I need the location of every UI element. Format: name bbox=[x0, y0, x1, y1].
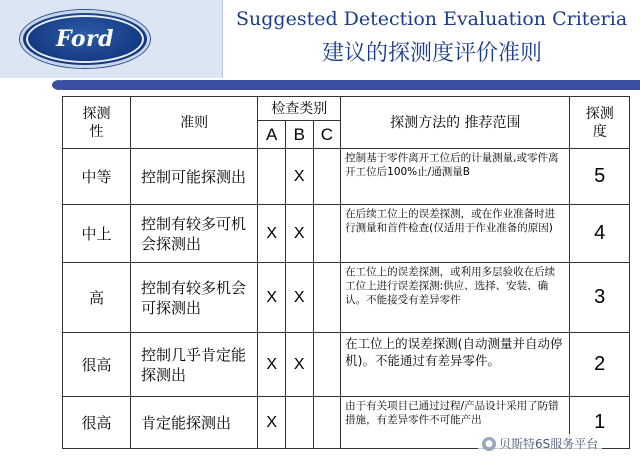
row-method: 控制基于零件离开工位后的计量测量,或零件离开工位后100%止/通测量B bbox=[341, 149, 570, 205]
table-row bbox=[63, 263, 630, 333]
row-method: 在工位上的误差探测(自动测量并自动停机)。不能通过有差异零件。 bbox=[341, 333, 570, 397]
row-check-c bbox=[313, 333, 341, 397]
header-criteria: 准则 bbox=[130, 97, 257, 149]
row-level: 中上 bbox=[63, 205, 131, 263]
detection-criteria-table bbox=[62, 96, 630, 449]
row-detection: 3 bbox=[570, 263, 630, 333]
row-check-a: X bbox=[258, 397, 286, 449]
row-check-b: X bbox=[285, 205, 313, 263]
row-detection: 2 bbox=[570, 333, 630, 397]
row-method: 由于有关项目已通过过程/产品设计采用了防错措施，有差异零件不可能产出 bbox=[341, 397, 570, 449]
row-method: 在工位上的误差探测，或利用多层验收在后续工位上进行误差探测:供应、选择、安装、确认。不能接受有差异零件 bbox=[341, 263, 570, 333]
watermark bbox=[478, 434, 602, 453]
header-a: A bbox=[258, 121, 286, 149]
header-check-type: 检查类别 bbox=[258, 97, 341, 121]
logo-text: Ford bbox=[55, 26, 115, 52]
row-criteria: 控制有较多机会可探测出 bbox=[130, 263, 257, 333]
row-check-a bbox=[258, 149, 286, 205]
row-detection: 4 bbox=[570, 205, 630, 263]
ford-logo bbox=[20, 10, 150, 68]
row-method: 在后续工位上的误差探测，或在作业准备时进行测量和首件检查(仅适用于作业准备的原因) bbox=[341, 205, 570, 263]
row-level: 中等 bbox=[63, 149, 131, 205]
row-detection: 1 bbox=[570, 397, 630, 449]
row-check-c bbox=[313, 397, 341, 449]
row-check-c bbox=[313, 263, 341, 333]
row-check-a: X bbox=[258, 333, 286, 397]
table-row bbox=[63, 333, 630, 397]
row-criteria: 控制有较多可机会探测出 bbox=[130, 205, 257, 263]
header-level: 探测性 bbox=[63, 97, 131, 149]
page-title-english: Suggested Detection Evaluation Criteria bbox=[236, 8, 628, 30]
row-check-b: X bbox=[285, 263, 313, 333]
row-check-b: X bbox=[285, 333, 313, 397]
row-criteria: 控制几乎肯定能探测出 bbox=[130, 333, 257, 397]
table-row bbox=[63, 205, 630, 263]
header-b: B bbox=[285, 121, 313, 149]
row-check-c bbox=[313, 205, 341, 263]
row-check-c bbox=[313, 149, 341, 205]
chat-bubble-icon: ● bbox=[482, 437, 496, 451]
row-check-a: X bbox=[258, 205, 286, 263]
header-divider bbox=[222, 0, 223, 78]
page-title-chinese: 建议的探测度评价准则 bbox=[322, 41, 543, 66]
header-method: 探测方法的 推荐范围 bbox=[341, 97, 570, 149]
row-check-b bbox=[285, 397, 313, 449]
row-check-b: X bbox=[285, 149, 313, 205]
watermark-text: 贝斯特6S服务平台 bbox=[499, 437, 599, 451]
row-level: 很高 bbox=[63, 333, 131, 397]
row-detection: 5 bbox=[570, 149, 630, 205]
table-row bbox=[63, 149, 630, 205]
row-level: 高 bbox=[63, 263, 131, 333]
header-c: C bbox=[313, 121, 341, 149]
row-check-a: X bbox=[258, 263, 286, 333]
row-criteria: 肯定能探测出 bbox=[130, 397, 257, 449]
row-criteria: 控制可能探测出 bbox=[130, 149, 257, 205]
accent-bar bbox=[58, 80, 640, 90]
header-detection: 探测度 bbox=[570, 97, 630, 149]
row-level: 很高 bbox=[63, 397, 131, 449]
